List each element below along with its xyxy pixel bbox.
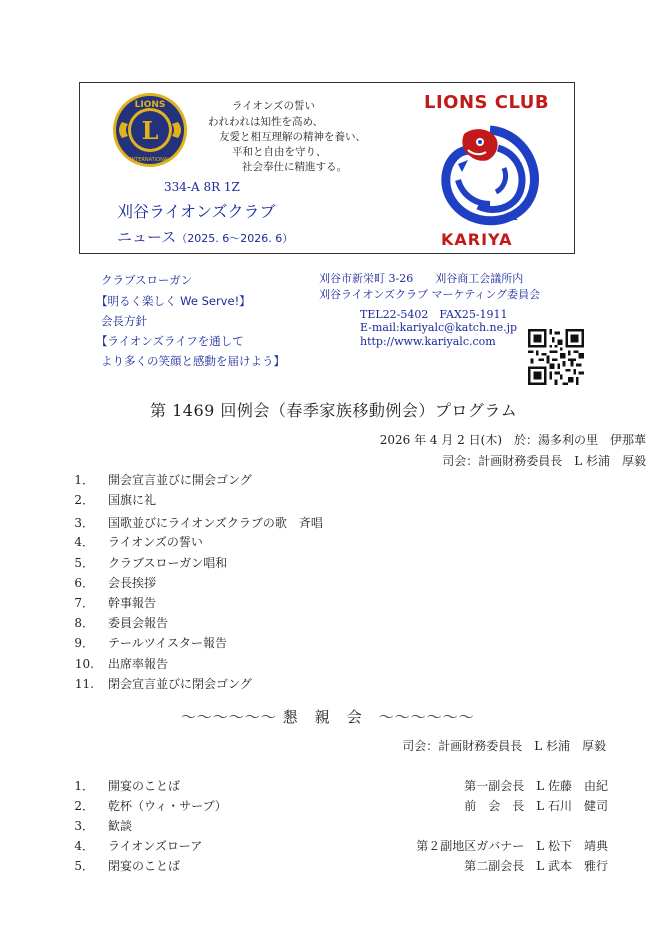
program-item <box>60 554 227 571</box>
program-mc: 司会：計画財務委員長 L 杉浦 厚毅 <box>442 454 646 468</box>
konshinkai-item <box>60 817 132 834</box>
program-item <box>60 471 252 488</box>
meeting-date-place: 2026 年 4 月 2 日(木) 於：湯多利の里 伊那華 <box>379 433 646 447</box>
address-line: 刈谷ライオンズクラブ マーケティング委員会 <box>319 288 541 301</box>
item-number: 7． <box>74 596 94 610</box>
item-text: 国旗に礼 <box>108 493 157 507</box>
oath-line: 友愛と相互理解の精神を養い、 <box>219 131 366 143</box>
newsletter-title <box>117 226 293 247</box>
emblem-bottom-text: INTERNATIONAL <box>129 157 171 163</box>
item-text: 乾杯（ウィ・サーブ） <box>108 799 227 813</box>
lions-club-title: LIONS CLUB <box>424 92 550 113</box>
item-number: 9． <box>74 636 94 650</box>
item-text: 出席率報告 <box>108 657 169 671</box>
program-item <box>60 594 156 611</box>
item-text: 歓談 <box>108 819 133 833</box>
item-text: 幹事報告 <box>108 596 157 610</box>
item-text: 閉宴のことば <box>108 859 181 873</box>
website-url: http://www.kariyalc.com <box>360 335 496 348</box>
program-item <box>60 634 227 651</box>
program-title: 第 1469 回例会（春季家族移動例会）プログラム <box>150 401 518 420</box>
konshinkai-item <box>60 777 180 794</box>
kariya-logo-text: KARIYA <box>441 230 513 249</box>
konshinkai-title: ～～～～～～ 懇 親 会 ～～～～～～ <box>181 708 475 726</box>
qr-code <box>528 329 584 385</box>
item-number: 5． <box>74 556 94 570</box>
item-number: 4． <box>74 535 94 549</box>
program-item <box>60 574 156 591</box>
item-text: 委員会報告 <box>108 616 169 630</box>
emblem-top-text: LIONS <box>134 100 166 110</box>
policy-line: 【ライオンズライフを通して <box>96 334 244 348</box>
item-number: 3． <box>74 819 94 833</box>
program-item <box>60 655 168 672</box>
item-number: 2． <box>74 493 94 507</box>
district-code: 334-A 8R 1Z <box>164 180 240 194</box>
oath-line: 社会奉仕に精進する。 <box>242 161 347 173</box>
item-number: 6． <box>74 576 94 590</box>
oath-line: われわれは知性を高め、 <box>208 116 324 128</box>
item-number: 3． <box>74 516 94 530</box>
konshinkai-item <box>60 857 180 874</box>
item-number: 10. <box>74 657 94 671</box>
tel-fax: TEL22-5402 FAX25-1911 <box>360 308 508 321</box>
program-item <box>60 614 168 631</box>
item-role: 第２副地区ガバナー L 松下 靖典 <box>416 839 608 853</box>
policy-line: より多くの笑顔と感動を届けよう】 <box>101 354 285 368</box>
item-text: ライオンズローア <box>108 839 203 853</box>
emblem-letter: L <box>141 116 159 145</box>
policy-label: 会長方針 <box>101 314 147 328</box>
program-item <box>60 514 323 531</box>
slogan-text: 【明るく楽しく We Serve!】 <box>96 294 251 308</box>
oath-title: ライオンズの誓い <box>232 100 316 112</box>
item-text: 国歌並びにライオンズクラブの歌 斉唱 <box>108 516 323 530</box>
news-label: ニュース <box>117 228 177 246</box>
item-text: ライオンズの誓い <box>108 535 203 549</box>
slogan-label: クラブスローガン <box>101 273 193 287</box>
item-number: 1． <box>74 779 94 793</box>
item-text: 開会宣言並びに開会ゴング <box>108 473 252 487</box>
item-text: テールツイスター報告 <box>108 636 228 650</box>
oath-line: 平和と自由を守り、 <box>232 146 327 158</box>
item-role: 第一副会長 L 佐藤 由紀 <box>464 779 608 793</box>
item-role: 第二副会長 L 武本 雅行 <box>464 859 608 873</box>
item-number: 11. <box>74 677 94 691</box>
kariya-lion-logo <box>438 120 542 228</box>
item-text: 開宴のことば <box>108 779 181 793</box>
program-item <box>60 533 203 550</box>
item-text: 閉会宣言並びに閉会ゴング <box>108 677 252 691</box>
item-role: 前 会 長 L 石川 健司 <box>464 799 608 813</box>
item-text: 会長挨拶 <box>108 576 157 590</box>
konshinkai-mc: 司会：計画財務委員長 L 杉浦 厚毅 <box>402 739 606 753</box>
email-address: E-mail:kariyalc@katch.ne.jp <box>360 321 518 334</box>
news-period: （2025. 6～2026. 6） <box>176 232 294 245</box>
program-item <box>60 491 156 508</box>
item-number: 2． <box>74 799 94 813</box>
konshinkai-item <box>60 797 227 814</box>
konshinkai-item <box>60 837 202 854</box>
item-number: 4． <box>74 839 94 853</box>
item-number: 8． <box>74 616 94 630</box>
item-text: クラブスローガン唱和 <box>108 556 228 570</box>
item-number: 1． <box>74 473 94 487</box>
club-name: 刈谷ライオンズクラブ <box>117 202 276 221</box>
item-number: 5． <box>74 859 94 873</box>
address-line: 刈谷市新栄町 3-26 刈谷商工会議所内 <box>319 272 524 285</box>
lions-international-emblem <box>112 92 188 168</box>
program-item <box>60 675 252 692</box>
